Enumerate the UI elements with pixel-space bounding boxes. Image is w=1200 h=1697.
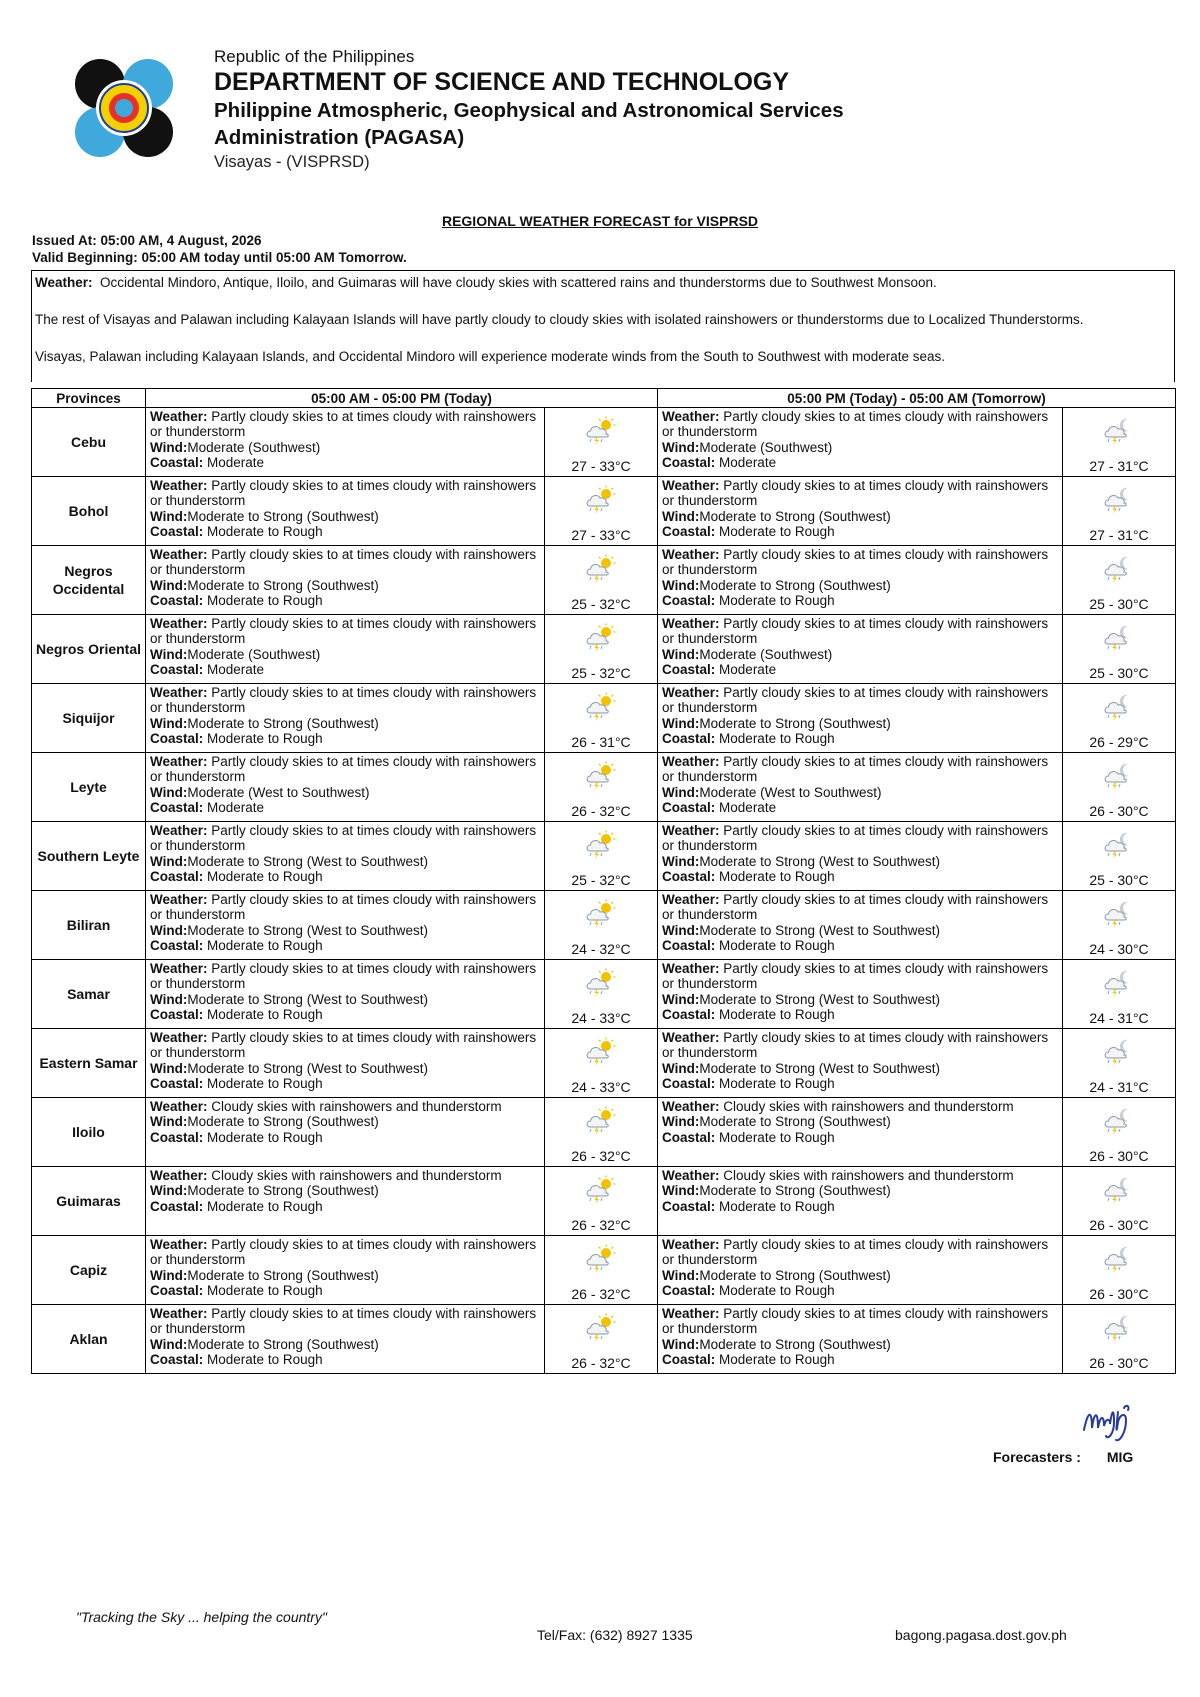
temperature-range: 26 - 30°C: [1089, 1217, 1149, 1233]
republic-line: Republic of the Philippines: [214, 47, 415, 66]
night-forecast: Weather: Partly cloudy skies to at times cloudy with rainshowers or thunderstorm Wind:Moderate to Strong (West to Southwest) Coastal: Moderate to Rough: [658, 960, 1063, 1029]
temperature-range: 27 - 31°C: [1089, 458, 1149, 474]
forecast-title: REGIONAL WEATHER FORECAST for VISPRSD: [441, 213, 759, 229]
partly-cloudy-thunderstorm-moon-icon: [1102, 968, 1136, 998]
night-temperature-cell: [1063, 960, 1176, 1029]
header-provinces: Provinces: [32, 389, 146, 408]
forecast-table: [31, 388, 1176, 1374]
department-name: DEPARTMENT OF SCIENCE AND TECHNOLOGY: [214, 68, 790, 96]
partly-cloudy-thunderstorm-moon-icon: [1102, 830, 1136, 860]
partly-cloudy-thunderstorm-moon-icon: [1102, 1313, 1136, 1343]
day-forecast: Weather: Partly cloudy skies to at times cloudy with rainshowers or thunderstorm Wind:Moderate to Strong (Southwest) Coastal: Moderate to Rough: [146, 1236, 545, 1305]
province-name: Eastern Samar: [32, 1029, 146, 1098]
forecasters: [993, 1449, 1133, 1465]
region-name: Visayas - (VISPRSD): [214, 153, 370, 171]
forecast-row: [32, 615, 1176, 684]
website: bagong.pagasa.dost.gov.ph: [895, 1627, 1067, 1643]
night-temperature-cell: [1063, 1305, 1176, 1374]
partly-cloudy-thunderstorm-sun-icon: [584, 485, 618, 515]
forecast-row: [32, 546, 1176, 615]
issued-at: Issued At: 05:00 AM, 4 August, 2026: [32, 233, 262, 248]
night-temperature-cell: [1063, 546, 1176, 615]
day-temperature-cell: [545, 753, 658, 822]
night-temperature-cell: [1063, 891, 1176, 960]
temperature-range: 25 - 32°C: [571, 596, 631, 612]
partly-cloudy-thunderstorm-moon-icon: [1102, 1037, 1136, 1067]
partly-cloudy-thunderstorm-moon-icon: [1102, 485, 1136, 515]
forecast-row: [32, 891, 1176, 960]
day-temperature-cell: [545, 891, 658, 960]
partly-cloudy-thunderstorm-moon-icon: [1102, 554, 1136, 584]
header-today: 05:00 AM - 05:00 PM (Today): [146, 389, 658, 408]
day-temperature-cell: [545, 615, 658, 684]
forecast-row: [32, 1236, 1176, 1305]
night-temperature-cell: [1063, 822, 1176, 891]
day-temperature-cell: [545, 546, 658, 615]
night-forecast: Weather: Partly cloudy skies to at times cloudy with rainshowers or thunderstorm Wind:Moderate to Strong (West to Southwest) Coastal: Moderate to Rough: [658, 822, 1063, 891]
partly-cloudy-thunderstorm-moon-icon: [1102, 1106, 1136, 1136]
partly-cloudy-thunderstorm-sun-icon: [584, 968, 618, 998]
night-forecast: Weather: Partly cloudy skies to at times cloudy with rainshowers or thunderstorm Wind:Moderate (Southwest) Coastal: Moderate: [658, 408, 1063, 477]
summary-paragraph-3: Visayas, Palawan including Kalayaan Islands, and Occidental Mindoro will experience moderate winds from the South to Southwest with moderate seas.: [35, 349, 945, 364]
header-tonight: 05:00 PM (Today) - 05:00 AM (Tomorrow): [658, 389, 1176, 408]
forecast-row: [32, 1098, 1176, 1167]
province-name: Bohol: [32, 477, 146, 546]
night-forecast: Weather: Cloudy skies with rainshowers and thunderstorm Wind:Moderate to Strong (Southwest) Coastal: Moderate to Rough: [658, 1098, 1063, 1167]
temperature-range: 25 - 32°C: [571, 665, 631, 681]
day-forecast: Weather: Cloudy skies with rainshowers and thunderstorm Wind:Moderate to Strong (Southwest) Coastal: Moderate to Rough: [146, 1098, 545, 1167]
day-forecast: Weather: Partly cloudy skies to at times cloudy with rainshowers or thunderstorm Wind:Moderate (Southwest) Coastal: Moderate: [146, 615, 545, 684]
day-temperature-cell: [545, 1098, 658, 1167]
day-forecast: Weather: Partly cloudy skies to at times cloudy with rainshowers or thunderstorm Wind:Moderate to Strong (West to Southwest) Coastal: Moderate to Rough: [146, 960, 545, 1029]
temperature-range: 27 - 33°C: [571, 527, 631, 543]
night-forecast: Weather: Cloudy skies with rainshowers and thunderstorm Wind:Moderate to Strong (Southwest) Coastal: Moderate to Rough: [658, 1167, 1063, 1236]
temperature-range: 26 - 32°C: [571, 1217, 631, 1233]
agency-name-line2: Administration (PAGASA): [214, 126, 465, 149]
forecast-row: [32, 477, 1176, 546]
temperature-range: 26 - 30°C: [1089, 1355, 1149, 1371]
day-temperature-cell: [545, 684, 658, 753]
partly-cloudy-thunderstorm-sun-icon: [584, 899, 618, 929]
partly-cloudy-thunderstorm-moon-icon: [1102, 899, 1136, 929]
day-forecast: Weather: Partly cloudy skies to at times cloudy with rainshowers or thunderstorm Wind:Moderate (West to Southwest) Coastal: Moderate: [146, 753, 545, 822]
day-temperature-cell: [545, 822, 658, 891]
partly-cloudy-thunderstorm-moon-icon: [1102, 761, 1136, 791]
partly-cloudy-thunderstorm-moon-icon: [1102, 623, 1136, 653]
night-temperature-cell: [1063, 1029, 1176, 1098]
night-forecast: Weather: Partly cloudy skies to at times cloudy with rainshowers or thunderstorm Wind:Moderate to Strong (Southwest) Coastal: Moderate to Rough: [658, 1305, 1063, 1374]
forecast-row: [32, 753, 1176, 822]
temperature-range: 26 - 30°C: [1089, 1286, 1149, 1302]
day-forecast: Weather: Partly cloudy skies to at times cloudy with rainshowers or thunderstorm Wind:Moderate to Strong (Southwest) Coastal: Moderate to Rough: [146, 546, 545, 615]
forecast-row: [32, 960, 1176, 1029]
temperature-range: 26 - 32°C: [571, 1286, 631, 1302]
forecasters-label: Forecasters :: [993, 1449, 1081, 1465]
temperature-range: 24 - 33°C: [571, 1010, 631, 1026]
partly-cloudy-thunderstorm-sun-icon: [584, 692, 618, 722]
province-name: Guimaras: [32, 1167, 146, 1236]
pagasa-logo: [74, 58, 174, 158]
day-forecast: Weather: Partly cloudy skies to at times cloudy with rainshowers or thunderstorm Wind:Moderate to Strong (Southwest) Coastal: Moderate to Rough: [146, 477, 545, 546]
temperature-range: 27 - 31°C: [1089, 527, 1149, 543]
forecast-row: [32, 1305, 1176, 1374]
day-forecast: Weather: Partly cloudy skies to at times cloudy with rainshowers or thunderstorm Wind:Moderate to Strong (West to Southwest) Coastal: Moderate to Rough: [146, 822, 545, 891]
temperature-range: 25 - 30°C: [1089, 872, 1149, 888]
day-forecast: Weather: Cloudy skies with rainshowers and thunderstorm Wind:Moderate to Strong (Southwest) Coastal: Moderate to Rough: [146, 1167, 545, 1236]
night-forecast: Weather: Partly cloudy skies to at times cloudy with rainshowers or thunderstorm Wind:Moderate to Strong (West to Southwest) Coastal: Moderate to Rough: [658, 891, 1063, 960]
province-name: Biliran: [32, 891, 146, 960]
forecast-row: [32, 684, 1176, 753]
forecast-row: [32, 1029, 1176, 1098]
partly-cloudy-thunderstorm-moon-icon: [1102, 1175, 1136, 1205]
province-name: Negros Occidental: [32, 546, 146, 615]
province-name: Leyte: [32, 753, 146, 822]
province-name: Negros Oriental: [32, 615, 146, 684]
temperature-range: 24 - 31°C: [1089, 1010, 1149, 1026]
partly-cloudy-thunderstorm-moon-icon: [1102, 692, 1136, 722]
forecast-row: [32, 408, 1176, 477]
partly-cloudy-thunderstorm-sun-icon: [584, 1037, 618, 1067]
temperature-range: 24 - 32°C: [571, 941, 631, 957]
partly-cloudy-thunderstorm-sun-icon: [584, 830, 618, 860]
day-temperature-cell: [545, 1305, 658, 1374]
day-temperature-cell: [545, 1029, 658, 1098]
forecast-row: [32, 822, 1176, 891]
day-forecast: Weather: Partly cloudy skies to at times cloudy with rainshowers or thunderstorm Wind:Moderate to Strong (Southwest) Coastal: Moderate to Rough: [146, 1305, 545, 1374]
temperature-range: 24 - 30°C: [1089, 941, 1149, 957]
temperature-range: 26 - 30°C: [1089, 1148, 1149, 1164]
province-name: Iloilo: [32, 1098, 146, 1167]
forecaster-name: MIG: [1106, 1449, 1134, 1465]
temperature-range: 26 - 31°C: [571, 734, 631, 750]
valid-period: Valid Beginning: 05:00 AM today until 05:00 AM Tomorrow.: [32, 250, 407, 265]
temperature-range: 26 - 30°C: [1089, 803, 1149, 819]
summary-paragraph-2: The rest of Visayas and Palawan including Kalayaan Islands will have partly cloudy to cloudy skies with isolated rainshowers or thunderstorms due to Localized Thunderstorms.: [35, 312, 1084, 327]
day-forecast: Weather: Partly cloudy skies to at times cloudy with rainshowers or thunderstorm Wind:Moderate (Southwest) Coastal: Moderate: [146, 408, 545, 477]
summary-paragraph-1: Weather: Occidental Mindoro, Antique, Iloilo, and Guimaras will have cloudy skies with scattered rains and thunderstorms due to Southwest Monsoon.: [35, 275, 937, 290]
night-forecast: Weather: Partly cloudy skies to at times cloudy with rainshowers or thunderstorm Wind:Moderate (West to Southwest) Coastal: Moderate: [658, 753, 1063, 822]
day-temperature-cell: [545, 408, 658, 477]
partly-cloudy-thunderstorm-moon-icon: [1102, 1244, 1136, 1274]
province-name: Capiz: [32, 1236, 146, 1305]
partly-cloudy-thunderstorm-sun-icon: [584, 1175, 618, 1205]
night-forecast: Weather: Partly cloudy skies to at times cloudy with rainshowers or thunderstorm Wind:Moderate (Southwest) Coastal: Moderate: [658, 615, 1063, 684]
night-temperature-cell: [1063, 684, 1176, 753]
night-temperature-cell: [1063, 1098, 1176, 1167]
temperature-range: 25 - 30°C: [1089, 596, 1149, 612]
partly-cloudy-thunderstorm-sun-icon: [584, 1106, 618, 1136]
province-name: Southern Leyte: [32, 822, 146, 891]
temperature-range: 26 - 32°C: [571, 1148, 631, 1164]
forecaster-signature: [1080, 1400, 1140, 1444]
partly-cloudy-thunderstorm-sun-icon: [584, 623, 618, 653]
partly-cloudy-thunderstorm-sun-icon: [584, 1244, 618, 1274]
temperature-range: 26 - 32°C: [571, 1355, 631, 1371]
temperature-range: 25 - 30°C: [1089, 665, 1149, 681]
day-temperature-cell: [545, 477, 658, 546]
day-forecast: Weather: Partly cloudy skies to at times cloudy with rainshowers or thunderstorm Wind:Moderate to Strong (West to Southwest) Coastal: Moderate to Rough: [146, 891, 545, 960]
night-temperature-cell: [1063, 477, 1176, 546]
issue-info: [32, 232, 407, 266]
general-weather-summary: [31, 270, 1175, 382]
province-name: Cebu: [32, 408, 146, 477]
night-forecast: Weather: Partly cloudy skies to at times cloudy with rainshowers or thunderstorm Wind:Moderate to Strong (Southwest) Coastal: Moderate to Rough: [658, 1236, 1063, 1305]
temperature-range: 26 - 32°C: [571, 803, 631, 819]
temperature-range: 24 - 33°C: [571, 1079, 631, 1095]
night-temperature-cell: [1063, 408, 1176, 477]
temperature-range: 27 - 33°C: [571, 458, 631, 474]
tagline: "Tracking the Sky ... helping the country": [76, 1609, 327, 1625]
night-forecast: Weather: Partly cloudy skies to at times cloudy with rainshowers or thunderstorm Wind:Moderate to Strong (Southwest) Coastal: Moderate to Rough: [658, 684, 1063, 753]
day-forecast: Weather: Partly cloudy skies to at times cloudy with rainshowers or thunderstorm Wind:Moderate to Strong (West to Southwest) Coastal: Moderate to Rough: [146, 1029, 545, 1098]
agency-name-line1: Philippine Atmospheric, Geophysical and Astronomical Services: [214, 99, 844, 122]
province-name: Siquijor: [32, 684, 146, 753]
night-temperature-cell: [1063, 615, 1176, 684]
temperature-range: 26 - 29°C: [1089, 734, 1149, 750]
forecast-row: [32, 1167, 1176, 1236]
partly-cloudy-thunderstorm-sun-icon: [584, 1313, 618, 1343]
day-temperature-cell: [545, 960, 658, 1029]
night-temperature-cell: [1063, 1167, 1176, 1236]
night-forecast: Weather: Partly cloudy skies to at times cloudy with rainshowers or thunderstorm Wind:Moderate to Strong (Southwest) Coastal: Moderate to Rough: [658, 477, 1063, 546]
partly-cloudy-thunderstorm-sun-icon: [584, 554, 618, 584]
day-temperature-cell: [545, 1167, 658, 1236]
night-forecast: Weather: Partly cloudy skies to at times cloudy with rainshowers or thunderstorm Wind:Moderate to Strong (Southwest) Coastal: Moderate to Rough: [658, 546, 1063, 615]
province-name: Aklan: [32, 1305, 146, 1374]
night-temperature-cell: [1063, 1236, 1176, 1305]
partly-cloudy-thunderstorm-sun-icon: [584, 761, 618, 791]
weather-label: Weather:: [35, 275, 93, 290]
partly-cloudy-thunderstorm-moon-icon: [1102, 416, 1136, 446]
temperature-range: 25 - 32°C: [571, 872, 631, 888]
night-temperature-cell: [1063, 753, 1176, 822]
day-forecast: Weather: Partly cloudy skies to at times cloudy with rainshowers or thunderstorm Wind:Moderate to Strong (Southwest) Coastal: Moderate to Rough: [146, 684, 545, 753]
night-forecast: Weather: Partly cloudy skies to at times cloudy with rainshowers or thunderstorm Wind:Moderate to Strong (West to Southwest) Coastal: Moderate to Rough: [658, 1029, 1063, 1098]
day-temperature-cell: [545, 1236, 658, 1305]
temperature-range: 24 - 31°C: [1089, 1079, 1149, 1095]
province-name: Samar: [32, 960, 146, 1029]
tel-fax: Tel/Fax: (632) 8927 1335: [537, 1627, 693, 1643]
partly-cloudy-thunderstorm-sun-icon: [584, 416, 618, 446]
